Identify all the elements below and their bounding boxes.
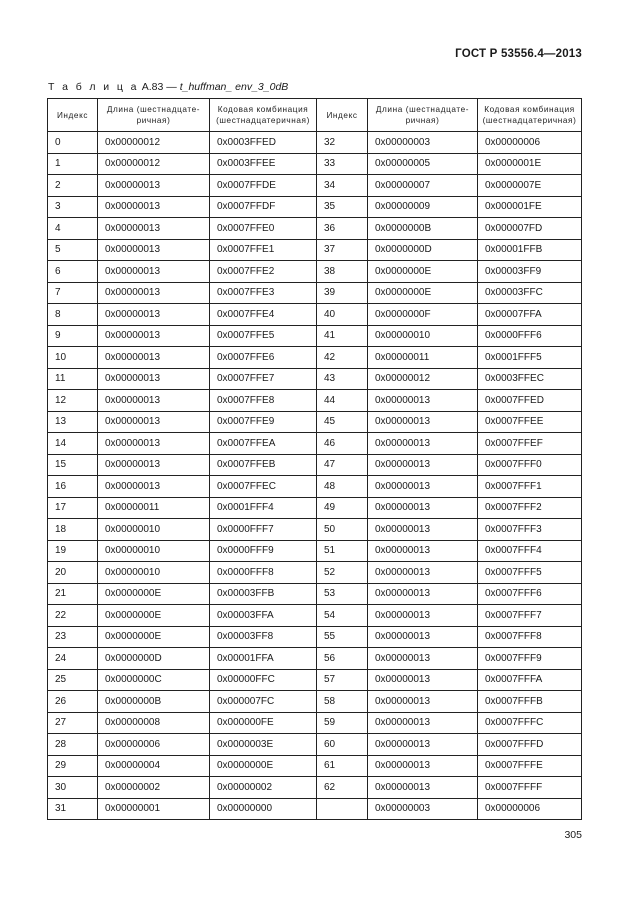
codeword-cell-2: 0x0000001E [478, 153, 582, 175]
length-cell: 0x00000013 [98, 196, 210, 218]
table-row [48, 433, 582, 455]
length-cell: 0x0000000E [98, 583, 210, 605]
index-cell-2: 51 [317, 540, 368, 562]
table-row [48, 712, 582, 734]
index-cell-2: 57 [317, 669, 368, 691]
codeword-cell: 0x0000FFF8 [210, 562, 317, 584]
index-cell-2: 44 [317, 390, 368, 412]
index-cell: 20 [48, 562, 98, 584]
index-cell: 9 [48, 325, 98, 347]
index-cell: 19 [48, 540, 98, 562]
codeword-cell: 0x00001FFA [210, 648, 317, 670]
table-row [48, 691, 582, 713]
codeword-cell-2: 0x0007FFFA [478, 669, 582, 691]
length-cell: 0x00000013 [98, 368, 210, 390]
length-cell: 0x00000010 [98, 562, 210, 584]
length-cell-2: 0x00000013 [368, 583, 478, 605]
length-cell: 0x00000013 [98, 347, 210, 369]
index-cell: 0 [48, 132, 98, 154]
index-cell-2: 54 [317, 605, 368, 627]
length-cell: 0x00000002 [98, 777, 210, 799]
codeword-cell: 0x0007FFE3 [210, 282, 317, 304]
length-cell: 0x00000008 [98, 712, 210, 734]
index-cell: 23 [48, 626, 98, 648]
col-header-index: Индекс [48, 99, 98, 132]
codeword-cell-2: 0x0007FFF2 [478, 497, 582, 519]
codeword-cell-2: 0x0007FFFD [478, 734, 582, 756]
length-cell: 0x00000011 [98, 497, 210, 519]
codeword-cell-2: 0x00003FFC [478, 282, 582, 304]
length-cell: 0x0000000E [98, 626, 210, 648]
codeword-cell-2: 0x0007FFF6 [478, 583, 582, 605]
index-cell: 4 [48, 218, 98, 240]
length-cell: 0x00000012 [98, 153, 210, 175]
codeword-cell: 0x0007FFE8 [210, 390, 317, 412]
length-cell: 0x00000013 [98, 175, 210, 197]
index-cell-2: 46 [317, 433, 368, 455]
length-cell-2: 0x00000005 [368, 153, 478, 175]
table-row [48, 261, 582, 283]
col-header-codeword-2: Кодовая комбинация (шестнадцатеричная) [478, 99, 582, 132]
codeword-cell: 0x0000003E [210, 734, 317, 756]
index-cell-2: 53 [317, 583, 368, 605]
index-cell-2: 47 [317, 454, 368, 476]
length-cell: 0x00000006 [98, 734, 210, 756]
table-row [48, 218, 582, 240]
index-cell-2: 59 [317, 712, 368, 734]
caption-number: А.83 — [141, 81, 177, 93]
col-header-codeword: Кодовая комбинация (шестнадцатеричная) [210, 99, 317, 132]
index-cell: 13 [48, 411, 98, 433]
codeword-cell: 0x0003FFED [210, 132, 317, 154]
length-cell: 0x00000013 [98, 454, 210, 476]
index-cell-2: 35 [317, 196, 368, 218]
table-row [48, 411, 582, 433]
table-row [48, 132, 582, 154]
table-row [48, 798, 582, 820]
index-cell: 16 [48, 476, 98, 498]
length-cell-2: 0x00000013 [368, 476, 478, 498]
page-number: 305 [564, 829, 582, 841]
codeword-cell: 0x0007FFE4 [210, 304, 317, 326]
index-cell-2 [317, 798, 368, 820]
codeword-cell-2: 0x000007FD [478, 218, 582, 240]
codeword-cell: 0x0000000E [210, 755, 317, 777]
table-row [48, 605, 582, 627]
caption-prefix: Т а б л и ц а [48, 81, 139, 93]
index-cell: 18 [48, 519, 98, 541]
index-cell-2: 62 [317, 777, 368, 799]
index-cell-2: 60 [317, 734, 368, 756]
length-cell-2: 0x00000003 [368, 132, 478, 154]
index-cell: 2 [48, 175, 98, 197]
index-cell: 5 [48, 239, 98, 261]
length-cell-2: 0x00000013 [368, 390, 478, 412]
index-cell: 30 [48, 777, 98, 799]
length-cell-2: 0x00000013 [368, 562, 478, 584]
length-cell-2: 0x0000000D [368, 239, 478, 261]
codeword-cell: 0x0007FFEC [210, 476, 317, 498]
codeword-cell: 0x00000002 [210, 777, 317, 799]
index-cell-2: 45 [317, 411, 368, 433]
length-cell-2: 0x00000013 [368, 433, 478, 455]
codeword-cell-2: 0x0007FFFF [478, 777, 582, 799]
codeword-cell: 0x0007FFE0 [210, 218, 317, 240]
length-cell-2: 0x0000000E [368, 261, 478, 283]
index-cell-2: 41 [317, 325, 368, 347]
codeword-cell: 0x0007FFEB [210, 454, 317, 476]
index-cell: 29 [48, 755, 98, 777]
codeword-cell: 0x0007FFE9 [210, 411, 317, 433]
table-row [48, 282, 582, 304]
codeword-cell-2: 0x0007FFFB [478, 691, 582, 713]
codeword-cell: 0x0000FFF7 [210, 519, 317, 541]
index-cell: 12 [48, 390, 98, 412]
length-cell: 0x00000013 [98, 282, 210, 304]
table-row [48, 562, 582, 584]
index-cell-2: 61 [317, 755, 368, 777]
length-cell-2: 0x00000013 [368, 755, 478, 777]
length-cell-2: 0x00000013 [368, 411, 478, 433]
table-row [48, 390, 582, 412]
index-cell-2: 50 [317, 519, 368, 541]
index-cell: 26 [48, 691, 98, 713]
codeword-cell: 0x0007FFE6 [210, 347, 317, 369]
index-cell-2: 55 [317, 626, 368, 648]
length-cell-2: 0x00000013 [368, 777, 478, 799]
length-cell: 0x00000010 [98, 519, 210, 541]
table-caption [48, 81, 288, 93]
codeword-cell: 0x000007FC [210, 691, 317, 713]
codeword-cell: 0x0003FFEE [210, 153, 317, 175]
length-cell-2: 0x00000013 [368, 734, 478, 756]
index-cell-2: 37 [317, 239, 368, 261]
table-row [48, 368, 582, 390]
index-cell: 25 [48, 669, 98, 691]
codeword-cell-2: 0x0007FFF5 [478, 562, 582, 584]
codeword-cell-2: 0x0007FFF7 [478, 605, 582, 627]
index-cell-2: 39 [317, 282, 368, 304]
index-cell-2: 49 [317, 497, 368, 519]
codeword-cell: 0x000000FE [210, 712, 317, 734]
index-cell: 22 [48, 605, 98, 627]
table-row [48, 476, 582, 498]
index-cell-2: 58 [317, 691, 368, 713]
col-header-length: Длина (шестнадцате-ричная) [98, 99, 210, 132]
codeword-cell: 0x0007FFE1 [210, 239, 317, 261]
codeword-cell: 0x0007FFE5 [210, 325, 317, 347]
index-cell-2: 43 [317, 368, 368, 390]
table-row [48, 196, 582, 218]
length-cell: 0x00000013 [98, 390, 210, 412]
index-cell-2: 34 [317, 175, 368, 197]
length-cell-2: 0x00000013 [368, 669, 478, 691]
index-cell: 8 [48, 304, 98, 326]
codeword-cell-2: 0x00000006 [478, 798, 582, 820]
length-cell: 0x00000004 [98, 755, 210, 777]
codeword-cell-2: 0x000001FE [478, 196, 582, 218]
length-cell-2: 0x0000000E [368, 282, 478, 304]
index-cell-2: 32 [317, 132, 368, 154]
codeword-cell: 0x0007FFE7 [210, 368, 317, 390]
length-cell-2: 0x00000007 [368, 175, 478, 197]
index-cell: 24 [48, 648, 98, 670]
table-row [48, 497, 582, 519]
index-cell-2: 42 [317, 347, 368, 369]
codeword-cell-2: 0x00001FFB [478, 239, 582, 261]
table-row [48, 648, 582, 670]
index-cell: 31 [48, 798, 98, 820]
codeword-cell: 0x00000000 [210, 798, 317, 820]
codeword-cell-2: 0x0007FFFC [478, 712, 582, 734]
length-cell: 0x0000000C [98, 669, 210, 691]
codeword-cell-2: 0x0007FFF3 [478, 519, 582, 541]
table-row [48, 347, 582, 369]
length-cell: 0x00000012 [98, 132, 210, 154]
length-cell-2: 0x00000003 [368, 798, 478, 820]
codeword-cell: 0x00003FFA [210, 605, 317, 627]
codeword-cell-2: 0x00000006 [478, 132, 582, 154]
index-cell: 6 [48, 261, 98, 283]
length-cell: 0x00000013 [98, 239, 210, 261]
length-cell: 0x00000013 [98, 218, 210, 240]
length-cell: 0x00000013 [98, 411, 210, 433]
codeword-cell-2: 0x0007FFF9 [478, 648, 582, 670]
codeword-cell: 0x0001FFF4 [210, 497, 317, 519]
length-cell: 0x0000000B [98, 691, 210, 713]
index-cell: 21 [48, 583, 98, 605]
codeword-cell: 0x0007FFDF [210, 196, 317, 218]
index-cell-2: 36 [317, 218, 368, 240]
length-cell-2: 0x00000013 [368, 605, 478, 627]
length-cell-2: 0x00000010 [368, 325, 478, 347]
col-header-index-2: Индекс [317, 99, 368, 132]
length-cell-2: 0x00000013 [368, 454, 478, 476]
codeword-cell: 0x0007FFEA [210, 433, 317, 455]
codeword-cell-2: 0x00003FF9 [478, 261, 582, 283]
codeword-cell-2: 0x0007FFF1 [478, 476, 582, 498]
index-cell-2: 52 [317, 562, 368, 584]
index-cell: 3 [48, 196, 98, 218]
index-cell-2: 38 [317, 261, 368, 283]
caption-table-name: t_huffman_ env_3_0dB [179, 81, 289, 93]
table-row [48, 583, 582, 605]
length-cell-2: 0x00000013 [368, 519, 478, 541]
codeword-cell-2: 0x0007FFEE [478, 411, 582, 433]
index-cell: 28 [48, 734, 98, 756]
codeword-cell: 0x0007FFDE [210, 175, 317, 197]
codeword-cell-2: 0x00007FFA [478, 304, 582, 326]
length-cell-2: 0x00000013 [368, 626, 478, 648]
index-cell: 27 [48, 712, 98, 734]
index-cell: 17 [48, 497, 98, 519]
length-cell-2: 0x0000000B [368, 218, 478, 240]
table-body [48, 132, 582, 820]
length-cell-2: 0x00000013 [368, 648, 478, 670]
huffman-table [47, 98, 582, 820]
length-cell: 0x00000013 [98, 433, 210, 455]
codeword-cell-2: 0x0000007E [478, 175, 582, 197]
table-row [48, 777, 582, 799]
table-row [48, 239, 582, 261]
index-cell: 11 [48, 368, 98, 390]
codeword-cell-2: 0x0007FFEF [478, 433, 582, 455]
codeword-cell-2: 0x0001FFF5 [478, 347, 582, 369]
length-cell: 0x00000013 [98, 304, 210, 326]
col-header-length-2: Длина (шестнадцате-ричная) [368, 99, 478, 132]
length-cell-2: 0x00000011 [368, 347, 478, 369]
codeword-cell: 0x0007FFE2 [210, 261, 317, 283]
length-cell: 0x00000013 [98, 476, 210, 498]
document-header: ГОСТ Р 53556.4—2013 [455, 48, 582, 60]
index-cell-2: 33 [317, 153, 368, 175]
index-cell-2: 56 [317, 648, 368, 670]
table-row [48, 519, 582, 541]
table-row [48, 325, 582, 347]
table-row [48, 669, 582, 691]
length-cell: 0x00000013 [98, 325, 210, 347]
length-cell-2: 0x00000013 [368, 540, 478, 562]
codeword-cell-2: 0x0003FFEC [478, 368, 582, 390]
length-cell-2: 0x00000013 [368, 712, 478, 734]
length-cell-2: 0x00000012 [368, 368, 478, 390]
codeword-cell-2: 0x0000FFF6 [478, 325, 582, 347]
length-cell-2: 0x0000000F [368, 304, 478, 326]
codeword-cell-2: 0x0007FFF8 [478, 626, 582, 648]
codeword-cell: 0x00003FFB [210, 583, 317, 605]
codeword-cell-2: 0x0007FFF0 [478, 454, 582, 476]
length-cell-2: 0x00000013 [368, 691, 478, 713]
codeword-cell: 0x00000FFC [210, 669, 317, 691]
length-cell: 0x00000001 [98, 798, 210, 820]
index-cell-2: 40 [317, 304, 368, 326]
length-cell-2: 0x00000009 [368, 196, 478, 218]
table-row [48, 454, 582, 476]
table-row [48, 304, 582, 326]
length-cell: 0x0000000E [98, 605, 210, 627]
index-cell: 7 [48, 282, 98, 304]
codeword-cell-2: 0x0007FFED [478, 390, 582, 412]
codeword-cell-2: 0x0007FFF4 [478, 540, 582, 562]
index-cell-2: 48 [317, 476, 368, 498]
index-cell: 10 [48, 347, 98, 369]
codeword-cell-2: 0x0007FFFE [478, 755, 582, 777]
length-cell: 0x0000000D [98, 648, 210, 670]
table-header-row [48, 99, 582, 132]
index-cell: 14 [48, 433, 98, 455]
codeword-cell: 0x0000FFF9 [210, 540, 317, 562]
table-row [48, 626, 582, 648]
index-cell: 1 [48, 153, 98, 175]
table-row [48, 734, 582, 756]
length-cell-2: 0x00000013 [368, 497, 478, 519]
table-row [48, 153, 582, 175]
table-row [48, 540, 582, 562]
index-cell: 15 [48, 454, 98, 476]
codeword-cell: 0x00003FF8 [210, 626, 317, 648]
table-row [48, 755, 582, 777]
table-row [48, 175, 582, 197]
length-cell: 0x00000013 [98, 261, 210, 283]
length-cell: 0x00000010 [98, 540, 210, 562]
